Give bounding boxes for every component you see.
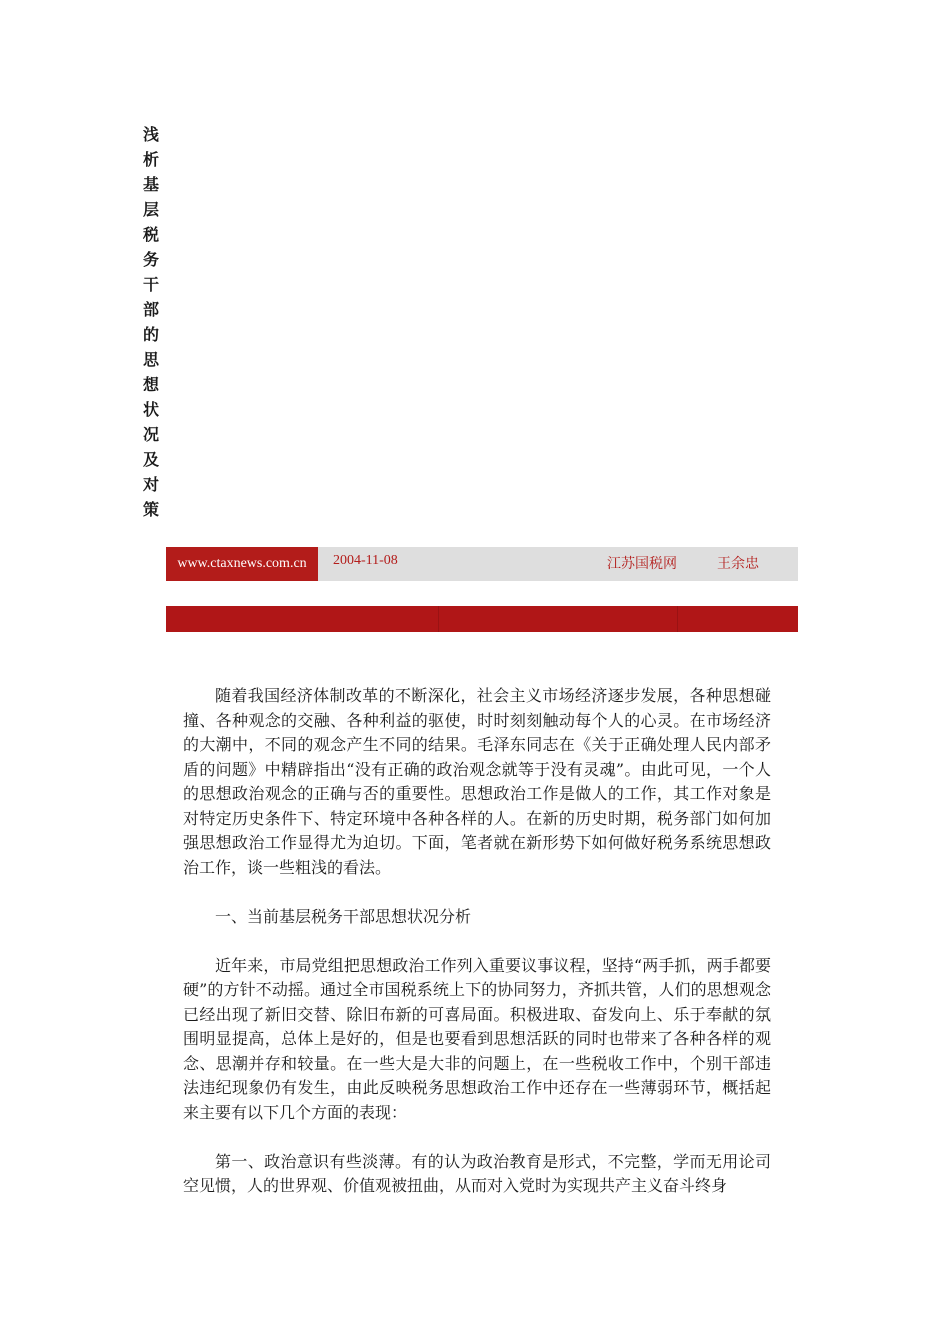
title-char: 状 [142,400,159,419]
section-heading: 一、当前基层税务干部思想状况分析 [215,906,472,926]
title-char: 基 [142,175,159,194]
paragraph-point-one: 第一、政治意识有些淡薄。有的认为政治教育是形式，不完整，学而无用论司空见惯，人的世界观、价值观被扭曲，从而对入党时为实现共产主义奋斗终身 [183,1151,771,1195]
publish-date: 2004-11-08 [333,553,398,568]
title-char: 的 [142,325,159,344]
paragraph-intro: 随着我国经济体制改革的不断深化，社会主义市场经济逐步发展，各种思想碰撞、各种观念的交融、各种利益的驱使，时时刻刻触动每个人的心灵。在市场经济的大潮中，不同的观念产生不同的结果。毛泽东同志在《关于正确处理人民内部矛盾的问题》中精辟指出“没有正确的政治观念就等于没有灵魂”。由此可见，一个人的思想政治观念的正确与否的重要性。思想政治工作是做人的工作，其工作对象是对特定历史条件下、特定环境中各种各样的人。在新的历史时期，税务部门如何加强思想政治工作显得尤为迫切。下面，笔者就在新形势下如何做好税务系统思想政治工作，谈一些粗浅的看法。 [183,686,771,877]
title-char: 及 [142,450,159,469]
paragraph-analysis: 近年来，市局党组把思想政治工作列入重要议事议程，坚持“两手抓，两手都要硬”的方针不动摇。通过全市国税系统上下的协同努力，齐抓共管，人们的思想观念已经出现了新旧交替、除旧布新的可喜局面。积极进取、奋发向上、乐于奉献的氛围明显提高，总体上是好的，但是也要看到思想活跃的同时也带来了各种各样的观念、思潮并存和较量。在一些大是大非的问题上，在一些税收工作中，个别干部违法违纪现象仍有发生，由此反映税务思想政治工作中还存在一些薄弱环节，概括起来主要有以下几个方面的表现： [183,955,771,1122]
title-char: 浅 [142,125,159,144]
title-char: 想 [142,375,159,394]
title-char: 况 [142,425,159,444]
site-link[interactable]: www.ctaxnews.com.cn [166,547,318,581]
title-char: 部 [142,300,159,319]
title-char: 策 [142,500,159,519]
title-char: 对 [142,475,159,494]
title-char: 析 [142,150,159,169]
title-char: 思 [142,350,159,369]
meta-bar [166,547,798,581]
author-name: 王余忠 [717,556,759,572]
article-title-vertical [139,122,163,522]
article-body [183,684,771,1223]
title-char: 层 [142,200,159,219]
band-divider [677,606,678,632]
band-divider [438,606,439,632]
title-char: 务 [142,250,159,269]
title-char: 干 [142,275,159,294]
source-name: 江苏国税网 [607,556,677,572]
decorative-red-band [166,606,798,632]
title-char: 税 [142,225,159,244]
